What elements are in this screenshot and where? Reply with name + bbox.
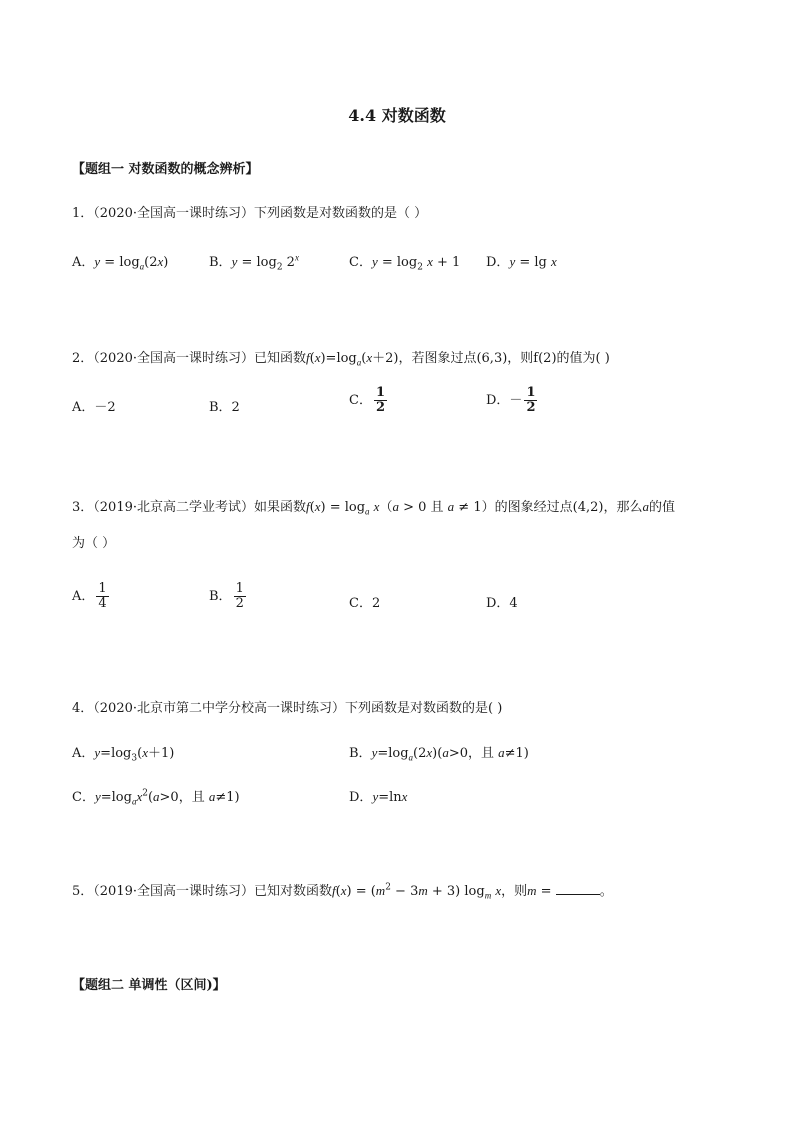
- question-3-option-a: A． $\frac{1}{4}$: [72, 581, 107, 611]
- question-4-stem: 4．（2020·北京市第二中学分校高一课时练习）下列函数是对数函数的是( ): [72, 701, 503, 716]
- question-2-option-d: D．－ $\frac{1}{2}$: [486, 385, 536, 415]
- question-2-option-a: A．－2: [72, 400, 116, 415]
- question-2-option-c: C． $\frac{1}{2}$: [349, 385, 385, 415]
- question-3-stem-line-2: 为（ ）: [72, 536, 116, 551]
- group-heading-1: 【题组一 对数函数的概念辨析】: [72, 162, 259, 177]
- answer-blank[interactable]: [556, 882, 600, 895]
- page-title: 4.4 对数函数: [348, 106, 446, 125]
- question-4-option-a: A．$y=\log_3(x+1)$: [72, 745, 175, 764]
- question-3-option-d: D．4: [486, 596, 518, 611]
- question-4-option-c: C．$y=\log_ax^2(a>0$，且 a≠1): [72, 788, 240, 807]
- question-2-stem: 2．（2020·全国高一课时练习）已知函数$f(x)=\log_a(x+2)$，若图象过点(6,3)，则f(2)的值为( ): [72, 350, 610, 368]
- question-1-stem: 1．（2020·全国高一课时练习）下列函数是对数函数的是（ ）: [72, 206, 428, 221]
- group-heading-2: 【题组二 单调性（区间)】: [72, 978, 226, 993]
- question-3-stem: 3．（2019·北京高二学业考试）如果函数$f(x) = \log_a x(a > 0$ 且 a ≠ 1）的图象经过点(4,2)，那么a的值: [72, 499, 675, 517]
- question-1-option-d: D．y = lg x: [486, 254, 557, 270]
- question-5-stem: 5．（2019·全国高一课时练习）已知对数函数$f(x) = (m^2 - 3m + 3)$ $\log_m x$，则m = 。: [72, 882, 613, 901]
- question-4-option-d: D．y=lnx: [349, 789, 408, 805]
- question-1-option-b: B．$y = \log_2 2^x$: [209, 252, 299, 273]
- question-3-option-c: C．2: [349, 596, 381, 611]
- question-1-option-c: C．$y = \log_2 x + 1$: [349, 254, 461, 273]
- question-2-option-b: B．2: [209, 400, 240, 415]
- question-1-option-a: A．$y = \log_a(2x)$: [72, 254, 169, 272]
- question-4-option-b: B．$y=\log_a(2x)(a>0$，且 a≠1): [349, 745, 529, 763]
- question-3-option-b: B． $\frac{1}{2}$: [209, 581, 244, 611]
